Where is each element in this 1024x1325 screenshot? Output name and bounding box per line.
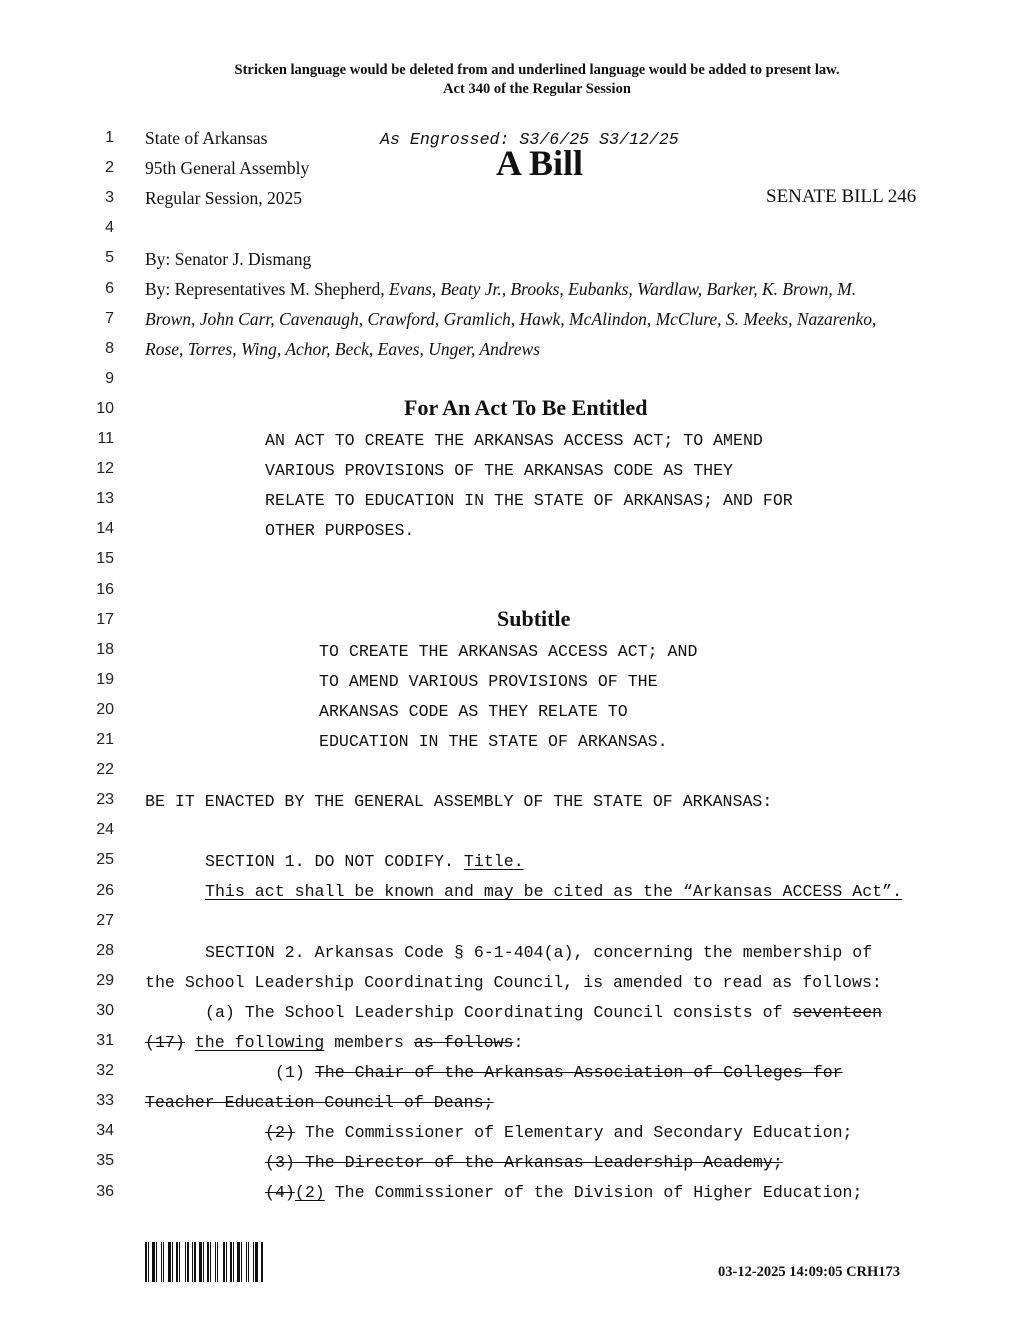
stricken-text: (3) The Director of the Arkansas Leadership Academy; — [265, 1153, 783, 1172]
barcode-bar — [235, 1242, 236, 1282]
act-number: Act 340 of the Regular Session — [443, 81, 631, 97]
barcode-bar — [253, 1242, 254, 1282]
entitled-line: AN ACT TO CREATE THE ARKANSAS ACCESS ACT; TO AMEND — [265, 431, 763, 450]
stricken-text: (4) — [265, 1183, 295, 1202]
item-2-text: The Commissioner of Elementary and Secondary Education; — [294, 1123, 853, 1142]
line-number: 28 — [96, 942, 114, 959]
barcode-bar — [219, 1242, 222, 1282]
section-2-heading: SECTION 2. Arkansas Code § 6-1-404(a), concerning the membership of — [205, 943, 873, 962]
subtitle-line: TO CREATE THE ARKANSAS ACCESS ACT; AND — [319, 642, 698, 661]
line-number: 1 — [105, 129, 114, 146]
added-text: (2) — [294, 1183, 325, 1202]
barcode-bar — [259, 1242, 260, 1282]
barcode-bar — [233, 1242, 234, 1282]
house-sponsors-line2: Brown, John Carr, Cavenaugh, Crawford, Gramlich, Hawk, McAlindon, McClure, S. Meeks, Nazarenko, — [145, 309, 877, 329]
entitled-line: VARIOUS PROVISIONS OF THE ARKANSAS CODE AS THEY — [265, 461, 734, 480]
barcode-bar — [185, 1242, 186, 1282]
barcode-bar — [165, 1242, 167, 1282]
engrossed-dates: As Engrossed: S3/6/25 S3/12/25 — [380, 130, 679, 149]
item-4-text: The Commissioner of the Division of Higher Education; — [324, 1183, 863, 1202]
line-number: 24 — [96, 821, 114, 838]
item-2 — [265, 1123, 853, 1142]
barcode-bar — [203, 1242, 204, 1282]
amendment-notice: Stricken language would be deleted from and underlined language would be added to present law. — [234, 62, 840, 78]
barcode-bar — [212, 1242, 214, 1282]
barcode-bar — [246, 1242, 247, 1282]
line-number: 14 — [96, 520, 114, 537]
line-number: 32 — [96, 1062, 114, 1079]
barcode-bar — [255, 1242, 258, 1282]
barcode-bar — [163, 1242, 164, 1282]
line-number: 10 — [96, 400, 114, 417]
barcode-bar — [174, 1242, 175, 1282]
line-number: 21 — [96, 731, 114, 748]
line-number: 5 — [105, 249, 114, 266]
item-4 — [265, 1183, 862, 1202]
barcode — [145, 1242, 275, 1282]
line-number: 18 — [96, 641, 114, 658]
doc-type-title: A Bill — [496, 143, 584, 183]
barcode-bar — [250, 1242, 252, 1282]
colon: : — [513, 1033, 524, 1052]
barcode-bar — [176, 1242, 178, 1282]
line-number: 6 — [105, 280, 114, 297]
entitled-heading: For An Act To Be Entitled — [404, 395, 648, 420]
line-number: 23 — [96, 791, 114, 808]
line-number: 27 — [96, 912, 114, 929]
barcode-bar — [248, 1242, 249, 1282]
section-2-intro: the School Leadership Coordinating Council, is amended to read as follows: — [145, 973, 882, 992]
stricken-text: The Chair of the Arkansas Association of Colleges for — [314, 1063, 843, 1082]
barcode-bar — [210, 1242, 211, 1282]
barcode-bar — [197, 1242, 198, 1282]
entitled-line: RELATE TO EDUCATION IN THE STATE OF ARKANSAS; AND FOR — [265, 491, 793, 510]
line-number: 33 — [96, 1092, 114, 1109]
general-assembly: 95th General Assembly — [145, 158, 310, 178]
line-number: 34 — [96, 1122, 114, 1139]
barcode-bar — [161, 1242, 162, 1282]
line-number: 2 — [105, 159, 114, 176]
line-number: 16 — [96, 581, 114, 598]
barcode-bar — [172, 1242, 173, 1282]
house-sponsors-line1 — [145, 279, 856, 300]
subtitle-line: EDUCATION IN THE STATE OF ARKANSAS. — [319, 732, 668, 751]
line-number: 15 — [96, 550, 114, 567]
senate-sponsor: By: Senator J. Dismang — [145, 249, 312, 269]
line-number: 19 — [96, 671, 114, 688]
line-number: 22 — [96, 761, 114, 778]
line-number: 9 — [105, 370, 114, 387]
barcode-bar — [190, 1242, 191, 1282]
line-number: 35 — [96, 1152, 114, 1169]
enacting-clause: BE IT ENACTED BY THE GENERAL ASSEMBLY OF THE STATE OF ARKANSAS: — [145, 792, 773, 811]
barcode-bar — [237, 1242, 240, 1282]
barcode-bar — [207, 1242, 209, 1282]
section-1-text-added: This act shall be known and may be cited as the “Arkansas ACCESS Act”. — [205, 882, 903, 901]
barcode-bar — [194, 1242, 196, 1282]
barcode-bar — [228, 1242, 229, 1282]
session: Regular Session, 2025 — [145, 188, 303, 208]
barcode-bar — [158, 1242, 160, 1282]
stricken-text: seventeen — [792, 1003, 883, 1022]
line-number: 12 — [96, 460, 114, 477]
barcode-bar — [230, 1242, 232, 1282]
subsection-a-cont — [145, 1033, 523, 1052]
line-number: 26 — [96, 882, 114, 899]
line-number: 29 — [96, 972, 114, 989]
line-number: 11 — [97, 430, 114, 447]
line-number: 30 — [96, 1002, 114, 1019]
barcode-bar — [226, 1242, 227, 1282]
stricken-text: as follows — [413, 1033, 514, 1052]
item-1-number: (1) — [275, 1063, 315, 1082]
house-sponsors-line3: Rose, Torres, Wing, Achor, Beck, Eaves, Unger, Andrews — [145, 339, 541, 359]
line-number: 25 — [96, 851, 114, 868]
line-number: 13 — [96, 490, 114, 507]
line-number: 17 — [96, 611, 114, 628]
barcode-bar — [181, 1242, 184, 1282]
subsection-a-text: (a) The School Leadership Coordinating Council consists of — [205, 1003, 793, 1022]
section-1-title-added: Title. — [463, 852, 524, 871]
house-sponsors-cosponsors: Evans, Beaty Jr., Brooks, Eubanks, Wardlaw, Barker, K. Brown, M. — [388, 279, 857, 299]
barcode-bar — [156, 1242, 157, 1282]
state-name: State of Arkansas — [145, 128, 268, 148]
section-1-label: SECTION 1. DO NOT CODIFY. — [205, 852, 464, 871]
entitled-line: OTHER PURPOSES. — [265, 521, 415, 540]
barcode-bar — [145, 1242, 147, 1282]
line-number: 20 — [96, 701, 114, 718]
barcode-bar — [241, 1242, 242, 1282]
line-number: 4 — [105, 219, 114, 236]
item-1 — [275, 1063, 843, 1082]
barcode-bar — [243, 1242, 245, 1282]
bill-number: SENATE BILL 246 — [766, 186, 917, 207]
stricken-text: Teacher Education Council of Deans; — [145, 1093, 494, 1112]
barcode-bar — [215, 1242, 216, 1282]
added-text: the following — [194, 1033, 325, 1052]
document-id: 03-12-2025 14:09:05 CRH173 — [718, 1264, 901, 1280]
subtitle-line: TO AMEND VARIOUS PROVISIONS OF THE — [319, 672, 658, 691]
line-number: 7 — [105, 310, 114, 327]
barcode-bar — [148, 1242, 149, 1282]
subtitle-heading: Subtitle — [497, 606, 571, 631]
barcode-bar — [179, 1242, 180, 1282]
barcode-bar — [152, 1242, 155, 1282]
house-sponsors-prefix: By: Representatives M. Shepherd, — [145, 279, 389, 299]
barcode-bar — [217, 1242, 218, 1282]
subsection-a-members: members — [324, 1033, 414, 1052]
barcode-bar — [187, 1242, 189, 1282]
subsection-a — [205, 1003, 882, 1022]
barcode-bar — [261, 1242, 263, 1282]
barcode-bar — [150, 1242, 151, 1282]
stricken-text: (17) — [145, 1033, 185, 1052]
line-number: 36 — [96, 1183, 114, 1200]
barcode-bar — [205, 1242, 206, 1282]
barcode-bar — [199, 1242, 202, 1282]
stricken-text: (2) — [265, 1123, 295, 1142]
barcode-bar — [168, 1242, 171, 1282]
barcode-bar — [192, 1242, 193, 1282]
subtitle-line: ARKANSAS CODE AS THEY RELATE TO — [319, 702, 628, 721]
line-number: 8 — [105, 340, 114, 357]
line-number: 3 — [105, 189, 114, 206]
line-number: 31 — [96, 1032, 114, 1049]
section-1-heading — [205, 852, 524, 871]
barcode-bar — [223, 1242, 225, 1282]
